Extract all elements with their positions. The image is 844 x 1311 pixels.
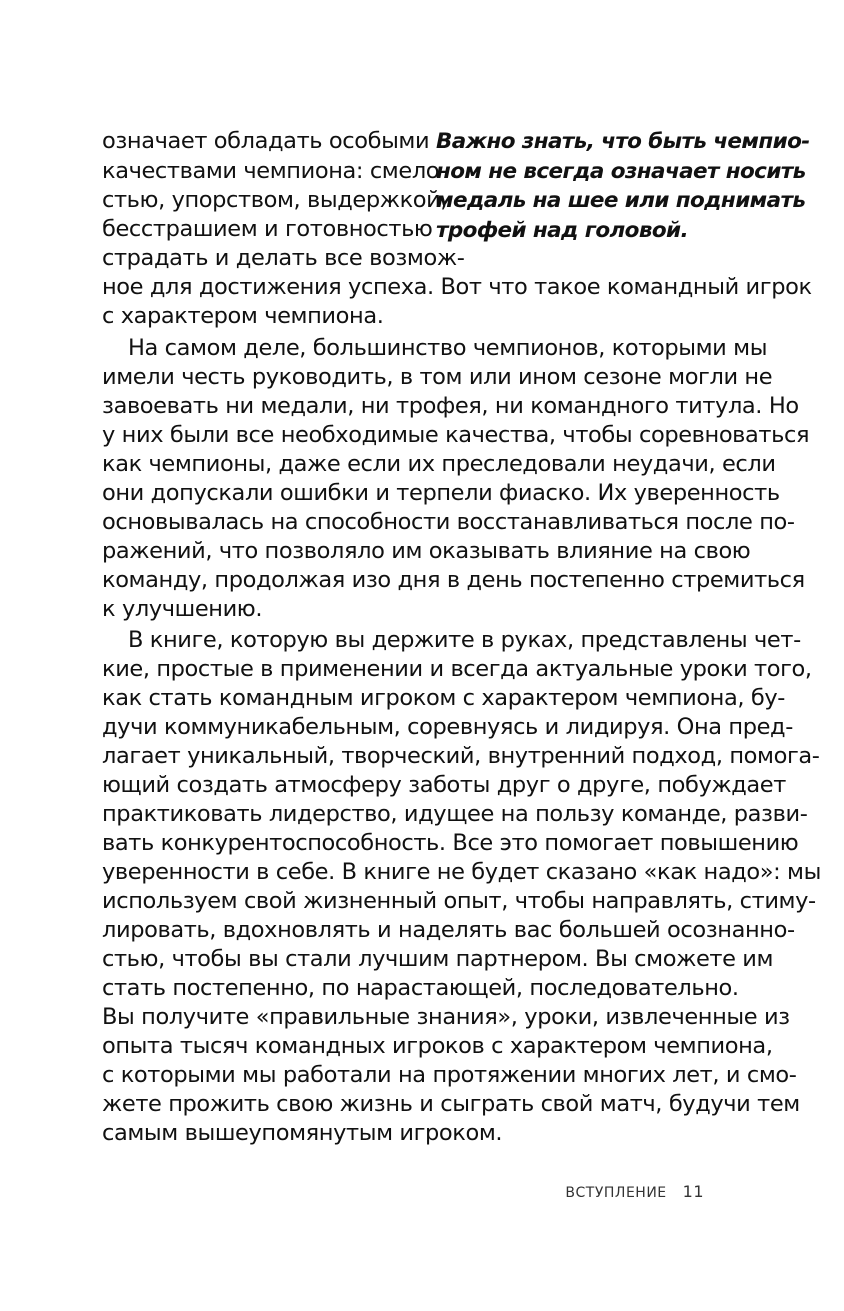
pull-quote-line: Важно знать, что быть чемпио-	[436, 129, 810, 154]
text-line: команду, продолжая изо дня в день постепенно стремиться	[102, 567, 805, 593]
paragraph-first-line: В книге, которую вы держите в руках, представлены чет-	[128, 627, 801, 653]
pull-quote-line: ном не всегда означает носить	[436, 159, 806, 184]
page-number: 11	[682, 1182, 704, 1201]
text-line: лировать, вдохновлять и наделять вас большей осознанно-	[102, 917, 795, 943]
section-title: ВСТУПЛЕНИЕ	[565, 1185, 667, 1201]
text-line: основывалась на способности восстанавливаться после по-	[102, 509, 795, 535]
text-line: качествами чемпиона: смело-	[102, 158, 447, 184]
text-line: завоевать ни медали, ни трофея, ни командного титула. Но	[102, 393, 799, 419]
text-line: уверенности в себе. В книге не будет сказано «как надо»: мы	[102, 859, 821, 885]
text-line: бесстрашием и готовностью	[102, 216, 433, 242]
text-line: ное для достижения успеха. Вот что такое командный игрок	[102, 274, 812, 300]
paragraph-first-line: На самом деле, большинство чемпионов, которыми мы	[128, 335, 768, 361]
text-line: дучи коммуникабельным, соревнуясь и лидируя. Она пред-	[102, 714, 793, 740]
text-line: Вы получите «правильные знания», уроки, извлеченные из	[102, 1004, 790, 1030]
pull-quote-line: трофей над головой.	[436, 218, 689, 243]
text-line: лагает уникальный, творческий, внутренний подход, помога-	[102, 743, 820, 769]
pull-quote-line: медаль на шее или поднимать	[436, 188, 806, 213]
text-line: имели честь руководить, в том или ином сезоне могли не	[102, 364, 773, 390]
text-line: практиковать лидерство, идущее на пользу команде, разви-	[102, 801, 808, 827]
text-line: опыта тысяч командных игроков с характером чемпиона,	[102, 1033, 773, 1059]
text-line: ражений, что позволяло им оказывать влияние на свою	[102, 538, 751, 564]
text-line: они допускали ошибки и терпели фиаско. Их уверенность	[102, 480, 780, 506]
text-line: кие, простые в применении и всегда актуальные уроки того,	[102, 656, 812, 682]
text-line: страдать и делать все возмож-	[102, 245, 465, 271]
text-line: как стать командным игроком с характером чемпиона, бу-	[102, 685, 785, 711]
text-line: как чемпионы, даже если их преследовали неудачи, если	[102, 451, 776, 477]
text-line: у них были все необходимые качества, чтобы соревноваться	[102, 422, 810, 448]
text-line: используем свой жизненный опыт, чтобы направлять, стиму-	[102, 888, 816, 914]
text-line: вать конкурентоспособность. Все это помогает повышению	[102, 830, 799, 856]
running-footer	[565, 1182, 704, 1201]
text-line: ющий создать атмосферу заботы друг о друге, побуждает	[102, 772, 786, 798]
text-line: самым вышеупомянутым игроком.	[102, 1120, 503, 1146]
text-line: с характером чемпиона.	[102, 303, 384, 329]
text-line: к улучшению.	[102, 596, 263, 622]
text-line: стать постепенно, по нарастающей, последовательно.	[102, 975, 739, 1001]
text-line: стью, упорством, выдержкой,	[102, 187, 448, 213]
text-line: означает обладать особыми	[102, 128, 430, 154]
text-line: жете прожить свою жизнь и сыграть свой матч, будучи тем	[102, 1091, 800, 1117]
text-line: с которыми мы работали на протяжении многих лет, и смо-	[102, 1062, 797, 1088]
text-line: стью, чтобы вы стали лучшим партнером. Вы сможете им	[102, 946, 774, 972]
